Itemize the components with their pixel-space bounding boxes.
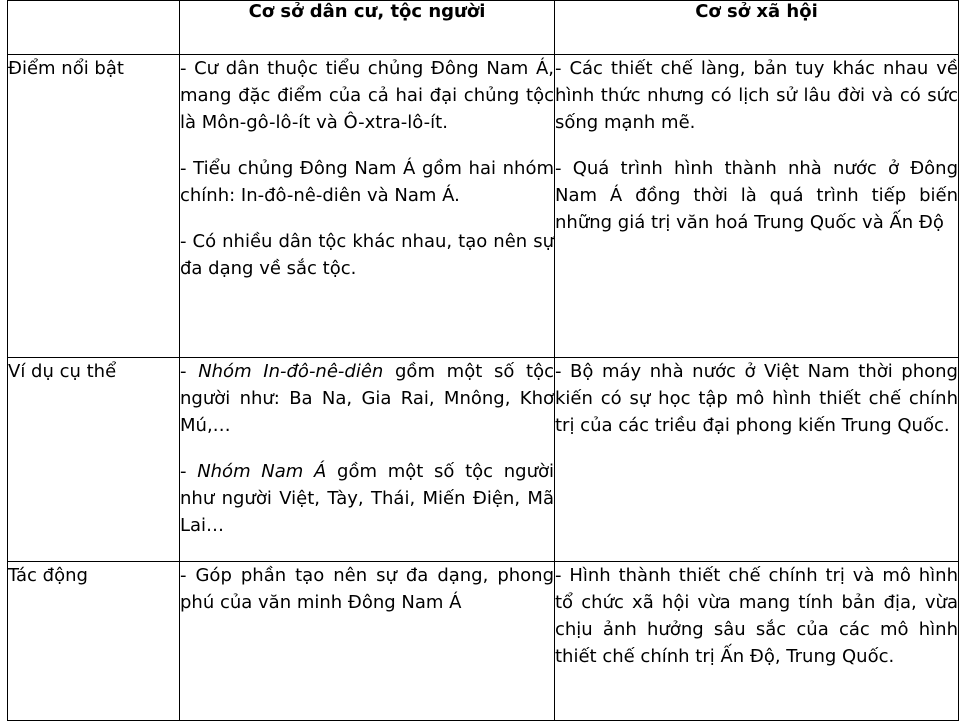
- paragraph: - Bộ máy nhà nước ở Việt Nam thời phong kiến có sự học tập mô hình thiết chế chính trị của các triều đại phong kiến Trung Quốc.: [555, 361, 958, 436]
- paragraph: - Tiểu chủng Đông Nam Á gồm hai nhóm chính: In-đô-nê-diên và Nam Á.: [180, 158, 554, 206]
- paragraph: - Các thiết chế làng, bản tuy khác nhau về hình thức nhưng có lịch sử lâu đời và có sức sống mạnh mẽ.: [555, 58, 958, 133]
- header-population: Cơ sở dân cư, tộc người: [180, 1, 555, 55]
- group-name-indonesian: Nhóm In-đô-nê-diên: [198, 361, 384, 382]
- highlights-society-cell: [555, 55, 959, 358]
- bullet-dash: -: [180, 361, 199, 382]
- header-society: Cơ sở xã hội: [555, 1, 959, 55]
- impact-population-cell: [180, 562, 555, 721]
- table-row: [8, 562, 959, 721]
- paragraph: [180, 458, 554, 539]
- row-label-impact: Tác động: [8, 562, 180, 721]
- paragraph: - Góp phần tạo nên sự đa dạng, phong phú của văn minh Đông Nam Á: [180, 565, 554, 613]
- group-name-austroasiatic: Nhóm Nam Á: [197, 461, 327, 482]
- impact-society-cell: [555, 562, 959, 721]
- highlights-population-cell: [180, 55, 555, 358]
- paragraph: - Cư dân thuộc tiểu chủng Đông Nam Á, mang đặc điểm của cả hai đại chủng tộc là Môn-gô-lô-ít và Ô-xtra-lô-ít.: [180, 58, 554, 133]
- paragraph-text: gồm một số tộc người như: Ba Na, Gia Rai, Mnông, Khơ Mú,…: [180, 361, 554, 436]
- row-label-examples: Ví dụ cụ thể: [8, 358, 180, 562]
- header-row: [8, 1, 959, 55]
- header-empty-cell: [8, 1, 180, 55]
- paragraph: - Quá trình hình thành nhà nước ở Đông Nam Á đồng thời là quá trình tiếp biến những giá trị văn hoá Trung Quốc và Ấn Độ: [555, 158, 958, 233]
- paragraph: - Hình thành thiết chế chính trị và mô hình tổ chức xã hội vừa mang tính bản địa, vừa chịu ảnh hưởng sâu sắc của các mô hình thiết chế chính trị Ấn Độ, Trung Quốc.: [555, 565, 958, 667]
- table-row: [8, 358, 959, 562]
- paragraph: - Có nhiều dân tộc khác nhau, tạo nên sự đa dạng về sắc tộc.: [180, 231, 554, 279]
- paragraph: [180, 358, 554, 439]
- table-row: [8, 55, 959, 358]
- examples-population-cell: [180, 358, 555, 562]
- examples-society-cell: [555, 358, 959, 562]
- comparison-table: [7, 0, 959, 721]
- paragraph-text: gồm một số tộc người như người Việt, Tày, Thái, Miến Điện, Mã Lai…: [180, 461, 554, 536]
- row-label-highlights: Điểm nổi bật: [8, 55, 180, 358]
- bullet-dash: -: [180, 461, 198, 482]
